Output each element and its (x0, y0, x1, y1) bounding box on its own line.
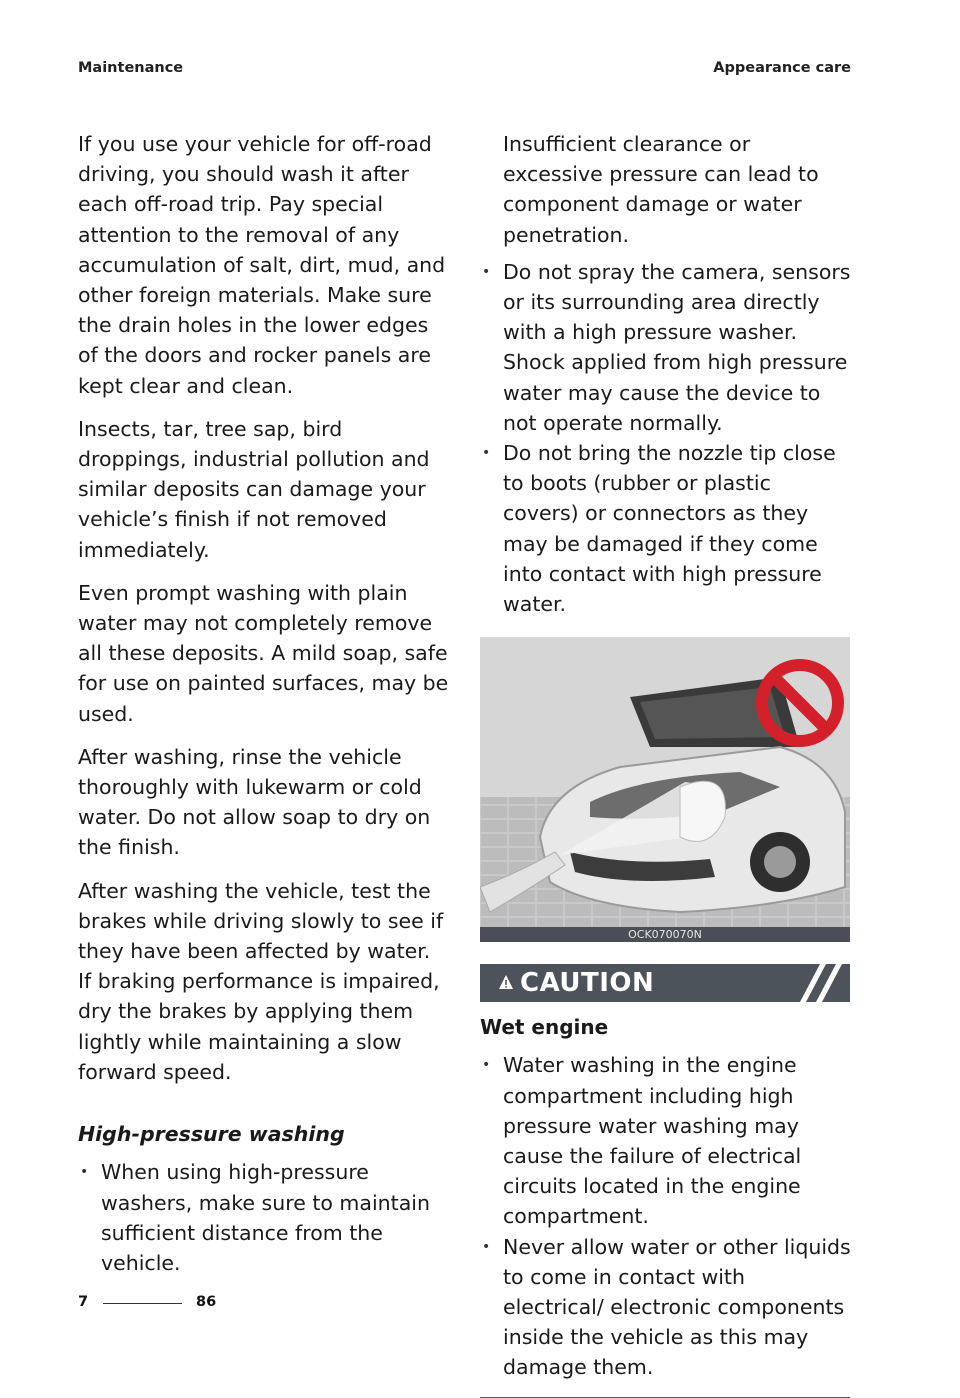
section-subheading: High-pressure washing (78, 1122, 345, 1147)
left-column (78, 129, 450, 1278)
caution-banner (480, 964, 850, 1002)
list-item: • Do not spray the camera, sensors or its surrounding area directly with a high pressure washer. Shock applied from high pressure water may cause the device to not operate normally. (480, 257, 852, 438)
illustration-figure (480, 637, 850, 942)
footer-chapter-number: 7 (78, 1294, 89, 1310)
paragraph: After washing, rinse the vehicle thoroughly with lukewarm or cold water. Do not allow soap to dry on the finish. (78, 744, 431, 860)
paragraph: After washing the vehicle, test the brakes while driving slowly to see if they have been affected by water. If braking performance is impaired, dry the brakes by applying them lightly while maintaining a slow forward speed. (78, 878, 444, 1084)
footer-page-number: 86 (196, 1294, 217, 1310)
list-item: • When using high-pressure washers, make sure to maintain sufficient distance from the vehicle. (78, 1157, 450, 1278)
paragraph: If you use your vehicle for off-road driving, you should wash it after each off-road trip. Pay special attention to the removal of any accumulation of salt, dirt, mud, and other foreign materials. Make sure the drain holes in the lower edges of the doors and rocker panels are kept clear and clean. (78, 132, 446, 398)
bullet-list (78, 1157, 450, 1278)
bullet-list (480, 257, 852, 619)
caution-title: Wet engine (480, 1015, 609, 1040)
caution-label: CAUTION (520, 968, 655, 999)
caution-stripes-icon (790, 964, 850, 1002)
paragraph: Even prompt washing with plain water may not completely remove all these deposits. A mild soap, safe for use on painted surfaces, may be used. (78, 580, 449, 726)
caution-bullet-list (480, 1050, 852, 1382)
list-item: • Water washing in the engine compartment including high pressure water washing may cause the failure of electrical circuits located in the engine compartment. (480, 1050, 852, 1231)
running-header-section: Maintenance (78, 60, 184, 76)
list-item: • Never allow water or other liquids to come in contact with electrical/ electronic components inside the vehicle as this may damage them. (480, 1232, 852, 1383)
running-header-topic: Appearance care (713, 60, 851, 76)
paragraph: Insects, tar, tree sap, bird droppings, industrial pollution and similar deposits can damage your vehicle’s finish if not removed immediately. (78, 416, 430, 562)
list-item: • Do not bring the nozzle tip close to boots (rubber or plastic covers) or connectors as they may be damaged if they come into contact with high pressure water. (480, 438, 852, 619)
pressure-washing-engine-illustration (480, 637, 850, 942)
right-column (480, 129, 852, 1398)
figure-code: OCK070070N (480, 927, 850, 942)
bullet-continuation: Insufficient clearance or excessive pressure can lead to component damage or water penetration. (503, 132, 819, 247)
footer-divider (103, 1303, 182, 1304)
warning-triangle-icon (498, 974, 514, 990)
